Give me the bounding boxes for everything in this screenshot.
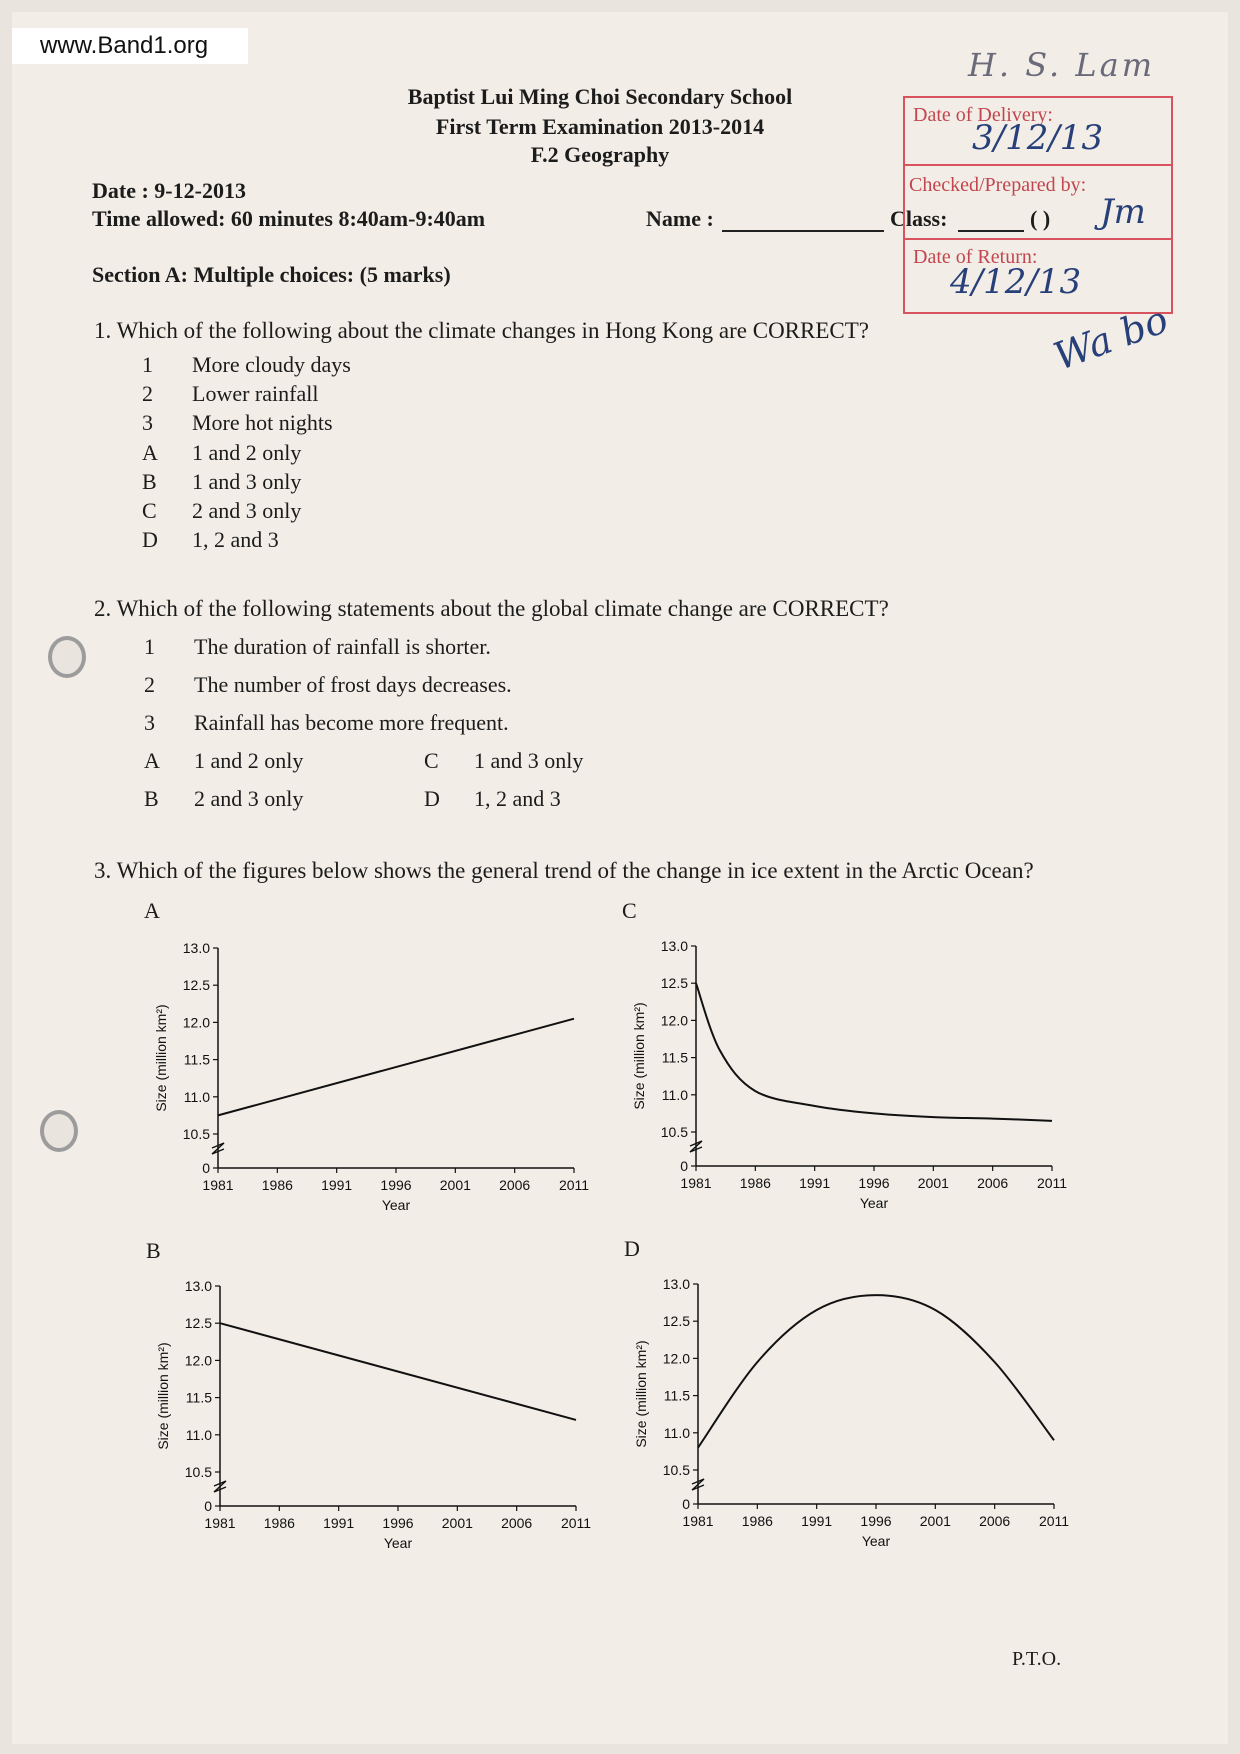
q2-option-letter[interactable]: C xyxy=(424,748,439,773)
punch-hole xyxy=(48,636,86,678)
school-name: Baptist Lui Ming Choi Secondary School xyxy=(407,84,793,109)
x-axis-label: Year xyxy=(859,1195,889,1211)
x-tick-label: 1996 xyxy=(860,1513,892,1529)
q2-statement-text: The duration of rainfall is shorter. xyxy=(194,634,491,659)
handwritten-initials: Jm xyxy=(1100,192,1146,232)
y-tick-label: 12.5 xyxy=(184,1315,212,1332)
page-turn-note: P.T.O. xyxy=(1012,1648,1062,1670)
x-axis-label: Year xyxy=(383,1535,413,1551)
q2-option-text[interactable]: 1 and 3 only xyxy=(474,748,584,773)
q2-option-text[interactable]: 2 and 3 only xyxy=(194,786,304,811)
q1-option-text[interactable]: 1 and 3 only xyxy=(192,469,302,494)
y-axis-label: Size (million km²) xyxy=(633,1340,649,1448)
x-tick-label: 1981 xyxy=(204,1515,236,1531)
question-3: 3. Which of the figures below shows the general trend of the change in ice extent in the Arctic Ocean? xyxy=(94,858,1034,883)
y-tick-label: 10.5 xyxy=(184,1464,212,1480)
figure-d-label[interactable]: D xyxy=(624,1236,640,1261)
class-label: Class: xyxy=(890,206,948,231)
figure-b-label[interactable]: B xyxy=(146,1238,161,1263)
x-tick-label: 2011 xyxy=(560,1515,592,1531)
y-tick-label: 0 xyxy=(202,1160,210,1176)
y-tick-label: 11.5 xyxy=(185,1389,212,1406)
q2-statement-text: Rainfall has become more frequent. xyxy=(194,710,509,735)
chart-c xyxy=(620,936,1080,1226)
stamp-return-label: Date of Return: xyxy=(913,246,1038,268)
punch-hole xyxy=(40,1110,78,1152)
q1-statement-text: More cloudy days xyxy=(192,352,351,377)
q2-statement-text: The number of frost days decreases. xyxy=(194,672,512,697)
q1-option-letter[interactable]: B xyxy=(142,469,157,494)
y-tick-label: 12.5 xyxy=(662,1313,690,1330)
y-tick-label: 12.5 xyxy=(182,977,210,994)
y-tick-label: 11.5 xyxy=(661,1049,688,1066)
q1-statement-text: Lower rainfall xyxy=(192,381,319,406)
q2-statement-number: 1 xyxy=(144,634,155,659)
section-heading: Section A: Multiple choices: (5 marks) xyxy=(92,262,451,287)
y-tick-label: 13.0 xyxy=(184,1278,212,1294)
q2-option-letter[interactable]: B xyxy=(144,786,159,811)
x-tick-label: 2001 xyxy=(919,1513,951,1529)
y-tick-label: 12.5 xyxy=(660,975,688,992)
exam-date: Date : 9-12-2013 xyxy=(92,178,246,203)
ice-extent-line xyxy=(218,1019,574,1116)
x-tick-label: 1981 xyxy=(202,1177,234,1193)
x-tick-label: 2001 xyxy=(917,1175,949,1191)
time-allowed: Time allowed: 60 minutes 8:40am-9:40am xyxy=(92,206,486,231)
y-axis-label: Size (million km²) xyxy=(631,1002,647,1110)
ice-extent-line xyxy=(696,983,1052,1121)
y-tick-label: 11.0 xyxy=(185,1426,212,1443)
chart-svg xyxy=(142,938,602,1228)
q2-option-text[interactable]: 1, 2 and 3 xyxy=(474,786,561,811)
y-tick-label: 0 xyxy=(682,1496,690,1512)
ice-extent-line xyxy=(698,1295,1054,1448)
y-tick-label: 12.0 xyxy=(660,1012,688,1029)
x-tick-label: 2001 xyxy=(439,1177,471,1193)
stamp-delivery-label: Date of Delivery: xyxy=(913,104,1053,126)
class-number-paren: ( ) xyxy=(1030,206,1051,231)
q2-statement-number: 2 xyxy=(144,672,155,697)
x-tick-label: 2011 xyxy=(1038,1513,1070,1529)
watermark-label: www.Band1.org xyxy=(12,28,248,64)
handwritten-name: H. S. Lam xyxy=(968,46,1156,84)
y-tick-label: 0 xyxy=(204,1498,212,1514)
chart-svg xyxy=(622,1274,1082,1564)
x-tick-label: 1986 xyxy=(739,1175,771,1191)
x-tick-label: 2011 xyxy=(558,1177,590,1193)
stamp-checked-label: Checked/Prepared by: xyxy=(909,174,1087,196)
q1-statement-number: 1 xyxy=(142,352,153,377)
x-tick-label: 1981 xyxy=(680,1175,712,1191)
y-tick-label: 12.0 xyxy=(184,1352,212,1369)
x-tick-label: 1991 xyxy=(801,1513,833,1529)
y-axis-label: Size (million km²) xyxy=(153,1004,169,1112)
x-tick-label: 2006 xyxy=(979,1513,1011,1529)
y-tick-label: 11.0 xyxy=(183,1088,210,1105)
y-tick-label: 10.5 xyxy=(182,1126,210,1142)
q2-option-text[interactable]: 1 and 2 only xyxy=(194,748,304,773)
subject-title: F.2 Geography xyxy=(530,142,670,167)
q1-option-letter[interactable]: C xyxy=(142,498,157,523)
chart-d xyxy=(622,1274,1082,1564)
x-tick-label: 1986 xyxy=(261,1177,293,1193)
y-tick-label: 11.0 xyxy=(661,1086,688,1103)
name-field-line[interactable] xyxy=(722,230,884,232)
q1-option-letter[interactable]: D xyxy=(142,527,158,552)
x-tick-label: 2011 xyxy=(1036,1175,1068,1191)
chart-b xyxy=(144,1276,604,1566)
x-axis-label: Year xyxy=(381,1197,411,1213)
delivery-date-handwritten: 3/12/13 xyxy=(972,118,1104,158)
q1-statement-number: 3 xyxy=(142,410,153,435)
q2-statement-number: 3 xyxy=(144,710,155,735)
x-tick-label: 1991 xyxy=(323,1515,355,1531)
x-tick-label: 1991 xyxy=(799,1175,831,1191)
figure-c-label[interactable]: C xyxy=(622,898,637,923)
q1-option-text[interactable]: 1, 2 and 3 xyxy=(192,527,279,552)
exam-title: First Term Examination 2013-2014 xyxy=(435,114,765,139)
figure-a-label[interactable]: A xyxy=(144,898,160,923)
q1-statement-number: 2 xyxy=(142,381,153,406)
y-tick-label: 11.5 xyxy=(183,1051,210,1068)
ice-extent-line xyxy=(220,1323,576,1420)
x-axis-label: Year xyxy=(861,1533,891,1549)
chart-svg xyxy=(620,936,1080,1226)
y-tick-label: 0 xyxy=(680,1158,688,1174)
q2-option-letter[interactable]: A xyxy=(144,748,160,773)
return-date-handwritten: 4/12/13 xyxy=(950,262,1082,302)
x-tick-label: 1996 xyxy=(380,1177,412,1193)
q2-option-letter[interactable]: D xyxy=(424,786,440,811)
x-tick-label: 1991 xyxy=(321,1177,353,1193)
x-tick-label: 1986 xyxy=(263,1515,295,1531)
x-tick-label: 2001 xyxy=(441,1515,473,1531)
y-tick-label: 12.0 xyxy=(662,1350,690,1367)
x-tick-label: 1986 xyxy=(741,1513,773,1529)
y-tick-label: 12.0 xyxy=(182,1014,210,1031)
x-tick-label: 1981 xyxy=(682,1513,714,1529)
y-tick-label: 10.5 xyxy=(660,1124,688,1140)
name-label: Name : xyxy=(646,206,714,231)
x-tick-label: 2006 xyxy=(501,1515,533,1531)
q1-statement-text: More hot nights xyxy=(192,410,333,435)
q1-option-text[interactable]: 1 and 2 only xyxy=(192,440,302,465)
y-tick-label: 13.0 xyxy=(660,938,688,954)
y-tick-label: 10.5 xyxy=(662,1462,690,1478)
handwritten-signature: Wa bo xyxy=(1048,297,1174,379)
y-tick-label: 11.0 xyxy=(663,1424,690,1441)
x-tick-label: 1996 xyxy=(382,1515,414,1531)
q1-option-text[interactable]: 2 and 3 only xyxy=(192,498,302,523)
y-tick-label: 11.5 xyxy=(663,1387,690,1404)
q1-option-letter[interactable]: A xyxy=(142,440,158,465)
y-tick-label: 13.0 xyxy=(182,940,210,956)
question-1: 1. Which of the following about the climate changes in Hong Kong are CORRECT? xyxy=(94,318,870,343)
x-tick-label: 2006 xyxy=(977,1175,1009,1191)
x-tick-label: 2006 xyxy=(499,1177,531,1193)
y-axis-label: Size (million km²) xyxy=(155,1342,171,1450)
chart-svg xyxy=(144,1276,604,1566)
x-tick-label: 1996 xyxy=(858,1175,890,1191)
chart-a xyxy=(142,938,602,1228)
question-2: 2. Which of the following statements about the global climate change are CORRECT? xyxy=(94,596,889,621)
y-tick-label: 13.0 xyxy=(662,1276,690,1292)
